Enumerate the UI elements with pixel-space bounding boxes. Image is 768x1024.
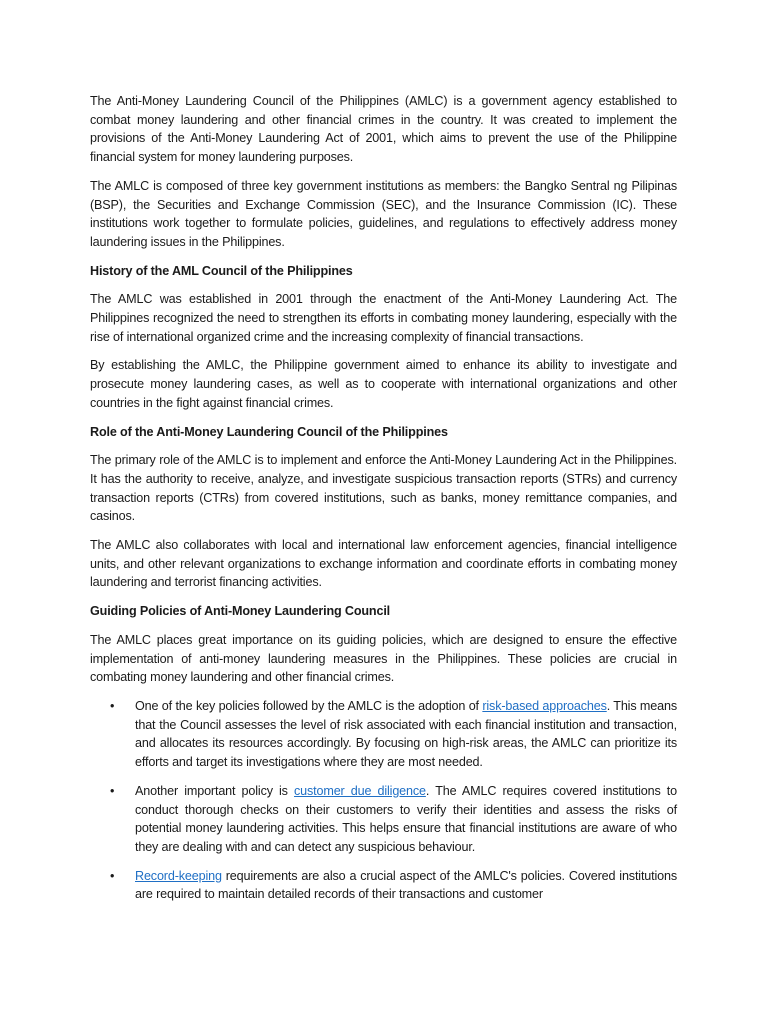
list-item-customer-due-diligence — [90, 782, 677, 857]
history-paragraph-1: The AMLC was established in 2001 through the enactment of the Anti-Money Laundering Act. The Philippines recognized the need to strengthen its efforts in combating money laundering, especially with the rise of international organized crime and the increasing complexity of financial transactions. — [90, 292, 677, 344]
heading-role: Role of the Anti-Money Laundering Council of the Philippines — [90, 424, 448, 439]
link-risk-based-approaches[interactable]: risk-based approaches — [482, 698, 607, 713]
policies-paragraph-1: The AMLC places great importance on its guiding policies, which are designed to ensure the effective implementation of anti-money laundering measures in the Philippines. These policies are crucial in combating money laundering and other financial crimes. — [90, 632, 677, 685]
role-paragraph-2: The AMLC also collaborates with local and international law enforcement agencies, financial intelligence units, and other relevant organizations to exchange information and coordinate efforts in combating money laundering and terrorist financing activities. — [90, 538, 677, 590]
list-item-text-before: Another important policy is — [135, 783, 295, 798]
link-record-keeping[interactable]: Record-keeping — [135, 868, 222, 883]
heading-history: History of the AML Council of the Philippines — [90, 263, 353, 278]
history-paragraph-2: By establishing the AMLC, the Philippine government aimed to enhance its ability to investigate and prosecute money laundering cases, as well as to cooperate with international organizations and other countries in the fight against financial crimes. — [90, 358, 677, 410]
list-item-text-after: . This means that the Council assesses the level of risk associated with each financial institution and transaction, and allocates its resources accordingly. By focusing on high-risk areas, the AMLC can prioritize its efforts and target its investigations where they are most needed. — [135, 698, 677, 770]
link-customer-due-diligence[interactable]: customer due diligence — [294, 783, 426, 798]
bullet-icon: • — [110, 783, 115, 798]
list-item-text-before: One of the key policies followed by the AMLC is the adoption of — [135, 698, 483, 713]
list-item-text-after: requirements are also a crucial aspect of the AMLC's policies. Covered institutions are required to maintain detailed records of their transactions and customer — [135, 868, 677, 902]
intro-paragraph-1: The Anti-Money Laundering Council of the Philippines (AMLC) is a government agency established to combat money laundering and other financial crimes in the country. It was created to implement the provisions of the Anti-Money Laundering Act of 2001, which aims to prevent the use of the Philippine financial system for money laundering purposes. — [90, 94, 677, 165]
list-item-risk-based — [90, 697, 677, 772]
bullet-icon: • — [110, 698, 115, 713]
policies-list — [90, 697, 677, 904]
heading-guiding-policies: Guiding Policies of Anti-Money Laundering Council — [90, 604, 391, 619]
list-item-record-keeping — [90, 867, 677, 904]
document-page — [90, 92, 677, 914]
list-item-text-after: . The AMLC requires covered institutions to conduct thorough checks on their customers to verify their identities and assess the risks of potential money laundering activities. This helps ensure that financial institutions are aware of who they are dealing with and can detect any suspicious behaviour. — [135, 783, 677, 854]
role-paragraph-1: The primary role of the AMLC is to implement and enforce the Anti-Money Laundering Act in the Philippines. It has the authority to receive, analyze, and investigate suspicious transaction reports (STRs) and currency transaction reports (CTRs) from covered institutions, such as banks, money remittance companies, and casinos. — [90, 453, 677, 524]
intro-paragraph-2: The AMLC is composed of three key government institutions as members: the Bangko Sentral ng Pilipinas (BSP), the Securities and Exchange Commission (SEC), and the Insurance Commission (IC). These institutions work together to formulate policies, guidelines, and regulations to effectively address money laundering issues in the Philippines. — [90, 178, 677, 249]
bullet-icon: • — [110, 868, 115, 883]
